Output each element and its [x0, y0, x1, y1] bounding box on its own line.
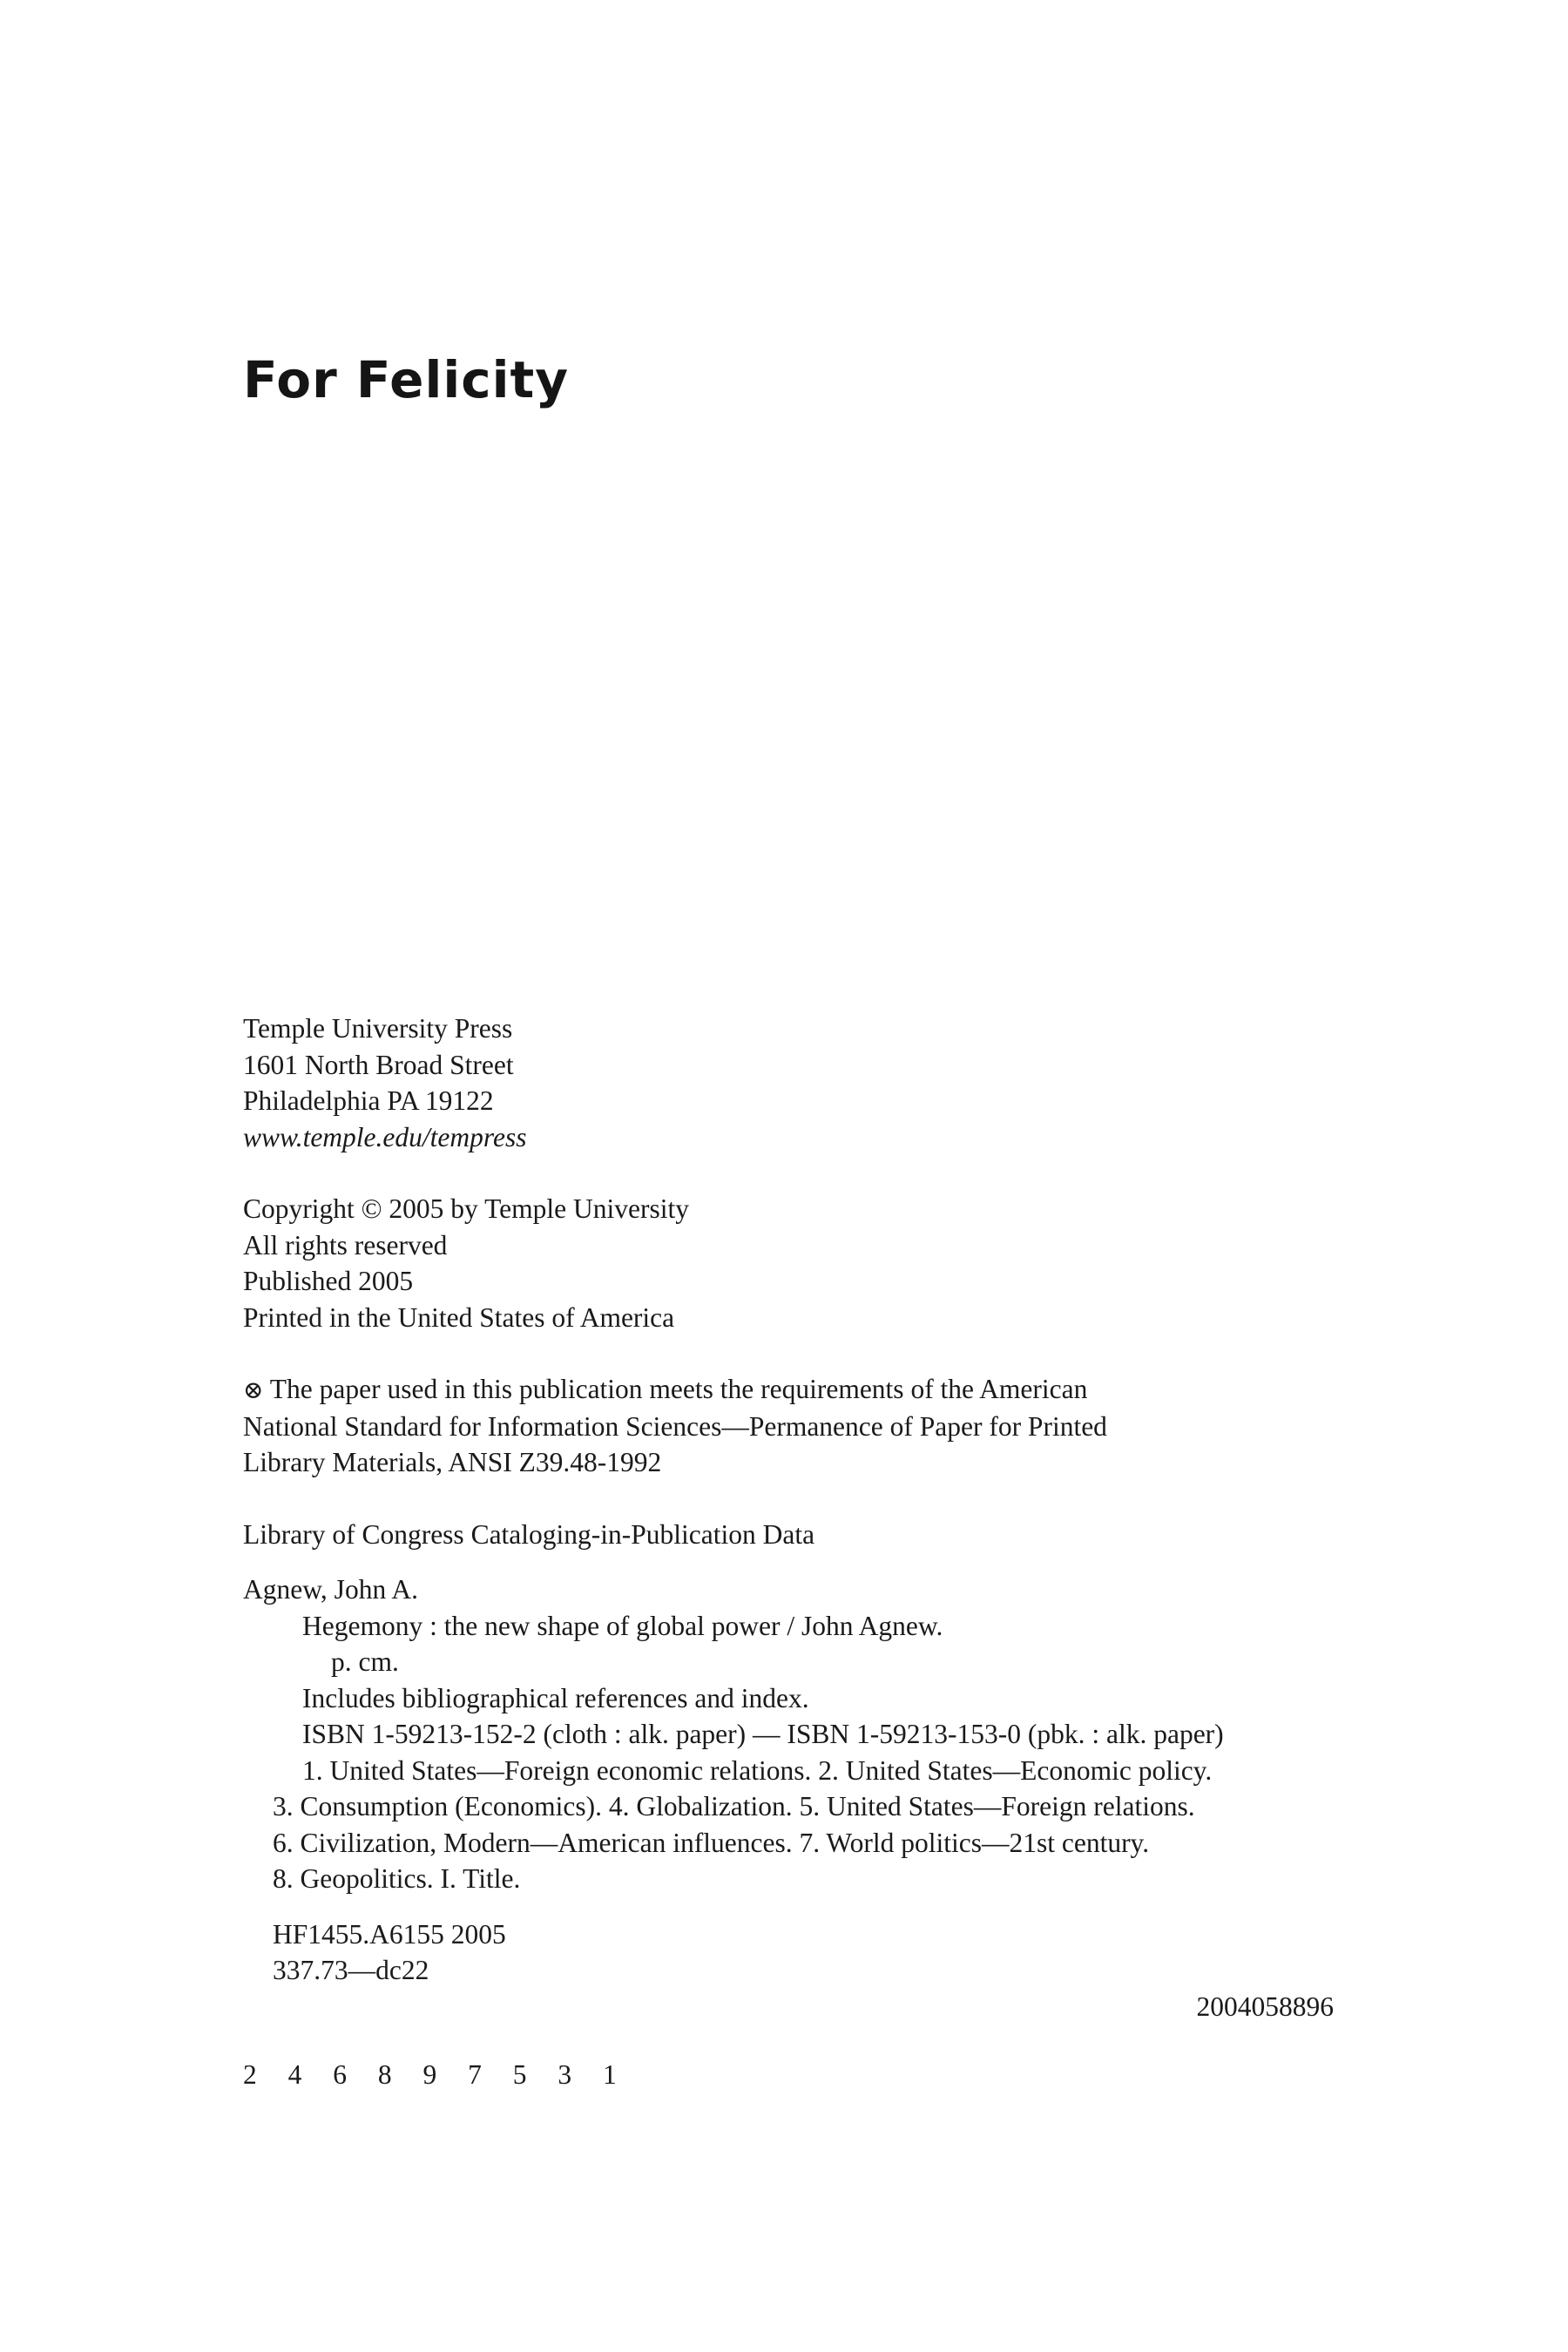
cip-subjects-4: 8. Geopolitics. I. Title. — [273, 1863, 521, 1894]
copyright-line: Copyright © 2005 by Temple University — [243, 1193, 689, 1224]
cip-subjects-2: 3. Consumption (Economics). 4. Globalization. 5. United States—Foreign relations. — [273, 1791, 1195, 1821]
copyright-notice — [243, 1191, 1375, 1335]
printed-in-line: Printed in the United States of America — [243, 1301, 675, 1333]
cip-physical: p. cm. — [331, 1646, 399, 1677]
publisher-url: www.temple.edu/tempress — [243, 1121, 527, 1152]
paper-notice-line-1 — [243, 1371, 1375, 1409]
cip-record — [243, 1571, 1375, 1897]
paper-notice-line-2: National Standard for Information Sciences—Permanence of Paper for Printed — [243, 1410, 1107, 1442]
cip-title: Hegemony : the new shape of global power / John Agnew. — [302, 1610, 943, 1641]
cip-dewey: 337.73—dc22 — [273, 1955, 429, 1985]
publisher-city: Philadelphia PA 19122 — [243, 1085, 494, 1116]
cip-lc-class: HF1455.A6155 2005 — [273, 1918, 506, 1950]
permanent-paper-icon: ⊗ — [243, 1375, 264, 1404]
cip-heading-block — [243, 1517, 1375, 1553]
cip-notes: Includes bibliographical references and index. — [302, 1682, 809, 1713]
paper-notice-text-1: The paper used in this publication meets the requirements of the American — [263, 1374, 1088, 1404]
cip-subjects-1: 1. United States—Foreign economic relations. 2. United States—Economic policy. — [302, 1754, 1213, 1786]
cip-isbn: ISBN 1-59213-152-2 (cloth : alk. paper) — ISBN 1-59213-153-0 (pbk. : alk. paper) — [302, 1719, 1224, 1749]
imprint-block — [243, 1010, 1375, 2024]
publisher-street: 1601 North Broad Street — [243, 1049, 514, 1080]
print-line: 2 4 6 8 9 7 5 3 1 — [243, 2059, 629, 2090]
cip-classification — [243, 1916, 1375, 2025]
cip-lccn: 2004058896 — [1196, 1990, 1334, 2022]
paper-notice-line-3: Library Materials, ANSI Z39.48-1992 — [243, 1447, 662, 1477]
paper-notice — [243, 1371, 1375, 1481]
rights-line: All rights reserved — [243, 1229, 448, 1260]
publisher-address — [243, 1010, 1375, 1155]
cip-subjects-3: 6. Civilization, Modern—American influences. 7. World politics—21st century. — [273, 1827, 1150, 1858]
published-line: Published 2005 — [243, 1266, 414, 1296]
cip-heading: Library of Congress Cataloging-in-Publication Data — [243, 1518, 815, 1550]
cip-author: Agnew, John A. — [243, 1574, 418, 1605]
publisher-name: Temple University Press — [243, 1013, 513, 1044]
dedication: For Felicity — [243, 350, 570, 409]
